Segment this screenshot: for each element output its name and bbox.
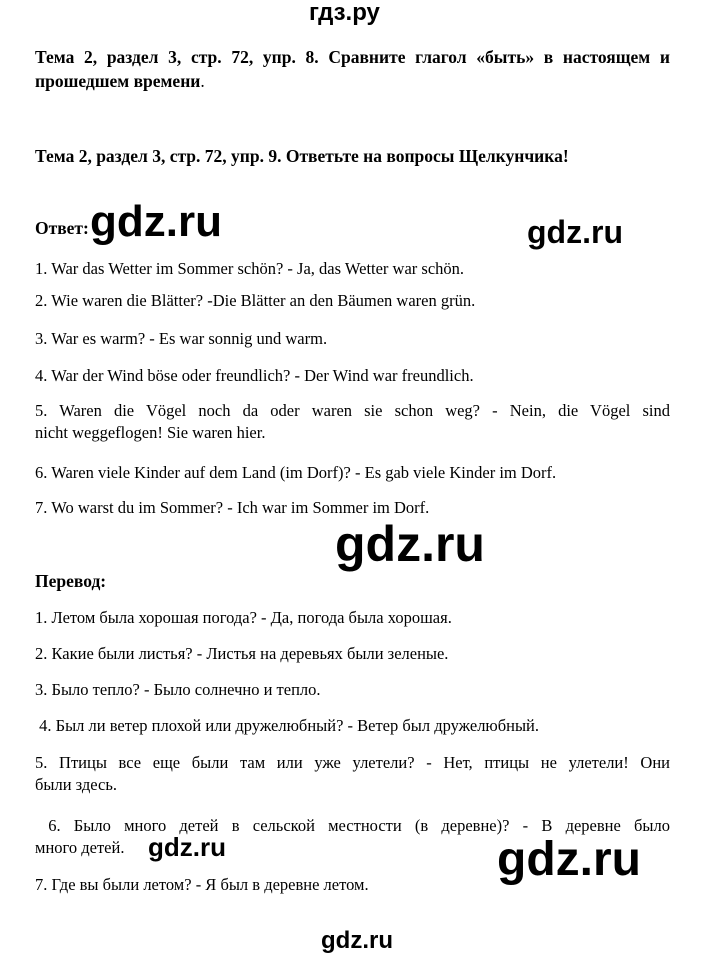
answer-item-5-line2: nicht weggeflogen! Sie waren hier. xyxy=(35,423,266,442)
answer-item-6: 6. Waren viele Kinder auf dem Land (im Dorf)? - Es gab viele Kinder im Dorf. xyxy=(35,463,557,482)
exercise-9-heading: Тема 2, раздел 3, стр. 72, упр. 9. Ответьте на вопросы Щелкунчика! xyxy=(35,146,569,166)
translation-item-5 xyxy=(35,752,670,796)
answer-item-4: 4. War der Wind böse oder freundlich? - Der Wind war freundlich. xyxy=(35,366,474,385)
answer-item-7: 7. Wo warst du im Sommer? - Ich war im Sommer im Dorf. xyxy=(35,498,430,517)
translation-item-2: 2. Какие были листья? - Листья на деревьях были зеленые. xyxy=(35,644,449,663)
answer-label: Ответ: xyxy=(35,218,89,238)
watermark-middle: gdz.ru xyxy=(335,516,485,572)
watermark-small: gdz.ru xyxy=(148,832,226,862)
watermark-bottom: gdz.ru xyxy=(321,927,393,954)
exercise-8-heading-line1: Тема 2, раздел 3, стр. 72, упр. 8. Сравните глагол «быть» в настоящем и xyxy=(35,47,670,67)
answer-item-3: 3. War es warm? - Es war sonnig und warm. xyxy=(35,329,328,348)
translation-item-1: 1. Летом была хорошая погода? - Да, погода была хорошая. xyxy=(35,608,452,627)
translation-item-4: 4. Был ли ветер плохой или дружелюбный? - Ветер был дружелюбный. xyxy=(35,716,540,735)
translation-item-5-line1: 5. Птицы все еще были там или уже улетели? - Нет, птицы не улетели! Они xyxy=(35,753,670,772)
translation-label: Перевод: xyxy=(35,571,107,591)
watermark-answer-big: gdz.ru xyxy=(90,197,222,246)
translation-item-7: 7. Где вы были летом? - Я был в деревне летом. xyxy=(35,875,369,894)
exercise-8-heading-period: . xyxy=(200,71,205,91)
watermark-big-right: gdz.ru xyxy=(497,833,641,886)
watermark-answer-right: gdz.ru xyxy=(527,214,623,250)
translation-item-5-line2: были здесь. xyxy=(35,775,117,794)
exercise-8-heading xyxy=(35,45,670,93)
translation-item-6-line1: 6. Было много детей в сельской местности (в деревне)? - В деревне было xyxy=(35,816,671,835)
exercise-8-heading-line2: прошедшем времени xyxy=(35,71,201,91)
answer-item-5 xyxy=(35,400,670,444)
answer-item-5-line1: 5. Waren die Vögel noch da oder waren sie schon weg? - Nein, die Vögel sind xyxy=(35,401,670,420)
translation-item-6-line2: много детей. xyxy=(35,838,125,857)
answer-item-2: 2. Wie waren die Blätter? -Die Blätter an den Bäumen waren grün. xyxy=(35,291,476,310)
watermark-top: гдз.ру xyxy=(309,0,380,26)
answer-item-1: 1. War das Wetter im Sommer schön? - Ja, das Wetter war schön. xyxy=(35,259,465,278)
translation-item-3: 3. Было тепло? - Было солнечно и тепло. xyxy=(35,680,321,699)
